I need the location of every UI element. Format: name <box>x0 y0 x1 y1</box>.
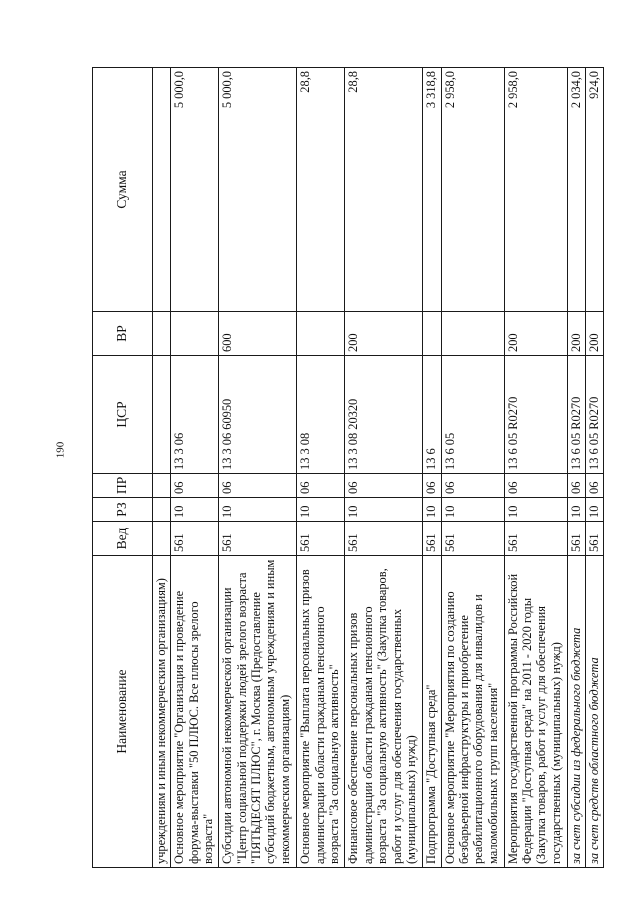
cell-pr <box>153 474 171 498</box>
cell-ved <box>153 522 171 556</box>
table-row <box>441 68 504 868</box>
header-pr: ПР <box>93 474 153 498</box>
cell-pr: 06 <box>423 474 441 498</box>
cell-sum: 3 318,8 <box>423 68 441 312</box>
cell-name: Подпрограмма "Доступная среда" <box>423 556 441 868</box>
cell-csr: 13 6 05 R0270 <box>585 356 603 474</box>
cell-sum: 2 958,0 <box>504 68 567 312</box>
cell-ved: 561 <box>345 522 423 556</box>
cell-sum: 28,8 <box>297 68 345 312</box>
cell-ved: 561 <box>441 522 504 556</box>
table-row <box>345 68 423 868</box>
cell-sum: 5 000,0 <box>219 68 297 312</box>
cell-name: Основное мероприятие "Выплата персональных призов администрации области гражданам пенсионного возраста "За социальную активность" <box>297 556 345 868</box>
cell-rz: 10 <box>441 498 504 522</box>
cell-csr: 13 6 05 <box>441 356 504 474</box>
cell-vr <box>423 312 441 356</box>
header-sum: Сумма <box>93 68 153 312</box>
cell-sum: 28,8 <box>345 68 423 312</box>
cell-vr <box>441 312 504 356</box>
cell-ved: 561 <box>567 522 585 556</box>
cell-vr: 600 <box>219 312 297 356</box>
page-number: 190 <box>54 441 67 459</box>
cell-rz: 10 <box>504 498 567 522</box>
cell-rz: 10 <box>423 498 441 522</box>
cell-name: Мероприятия государственной программы Российской Федерации "Доступная среда" на 2011 - 2020 годы (Закупка товаров, работ и услуг для обеспечения государственных (муниципальных) нужд) <box>504 556 567 868</box>
cell-name: учреждениям и иным некоммерческим организациям) <box>153 556 171 868</box>
table-row <box>171 68 219 868</box>
cell-rz: 10 <box>219 498 297 522</box>
table-row <box>423 68 441 868</box>
cell-ved: 561 <box>585 522 603 556</box>
table-row <box>504 68 567 868</box>
cell-pr: 06 <box>345 474 423 498</box>
cell-vr: 200 <box>567 312 585 356</box>
cell-rz: 10 <box>171 498 219 522</box>
table-row <box>219 68 297 868</box>
table-row <box>153 68 171 868</box>
cell-rz: 10 <box>585 498 603 522</box>
header-vr: ВР <box>93 312 153 356</box>
cell-csr: 13 6 <box>423 356 441 474</box>
cell-name: Субсидии автономной некоммерческой организации "Центр социальной поддержки людей зрелого возраста "ПЯТЬДЕСЯТ ПЛЮС", г. Москва (Предоставление субсидий бюджетным, автономным учреждениям и иным некоммерческим организациям) <box>219 556 297 868</box>
table-row <box>567 68 585 868</box>
cell-vr <box>153 312 171 356</box>
cell-pr: 06 <box>171 474 219 498</box>
cell-name: Основное мероприятие "Организация и проведение форума-выставки "50 ПЛЮС. Все плюсы зрелого возраста" <box>171 556 219 868</box>
cell-pr: 06 <box>504 474 567 498</box>
cell-csr: 13 3 08 <box>297 356 345 474</box>
table-body <box>153 68 604 868</box>
cell-pr: 06 <box>297 474 345 498</box>
cell-sum <box>153 68 171 312</box>
cell-rz: 10 <box>567 498 585 522</box>
cell-sum: 2 034,0 <box>567 68 585 312</box>
cell-pr: 06 <box>219 474 297 498</box>
cell-csr: 13 6 05 R0270 <box>567 356 585 474</box>
cell-ved: 561 <box>297 522 345 556</box>
cell-ved: 561 <box>171 522 219 556</box>
budget-table-container <box>92 68 604 868</box>
cell-csr: 13 6 05 R0270 <box>504 356 567 474</box>
cell-sum: 5 000,0 <box>171 68 219 312</box>
cell-sum: 2 958,0 <box>441 68 504 312</box>
cell-ved: 561 <box>423 522 441 556</box>
header-ved: Вед <box>93 522 153 556</box>
table-header-row <box>93 68 153 868</box>
header-name: Наименование <box>93 556 153 868</box>
cell-vr: 200 <box>345 312 423 356</box>
cell-ved: 561 <box>504 522 567 556</box>
cell-csr: 13 3 06 <box>171 356 219 474</box>
cell-csr <box>153 356 171 474</box>
cell-rz: 10 <box>345 498 423 522</box>
cell-sum: 924,0 <box>585 68 603 312</box>
cell-rz <box>153 498 171 522</box>
cell-name: за счет средств областного бюджета <box>585 556 603 868</box>
table-row <box>585 68 603 868</box>
header-csr: ЦСР <box>93 356 153 474</box>
cell-csr: 13 3 06 60950 <box>219 356 297 474</box>
cell-name: за счет субсидии из федерального бюджета <box>567 556 585 868</box>
cell-vr: 200 <box>504 312 567 356</box>
cell-rz: 10 <box>297 498 345 522</box>
cell-pr: 06 <box>567 474 585 498</box>
cell-pr: 06 <box>441 474 504 498</box>
cell-vr: 200 <box>585 312 603 356</box>
cell-name: Основное мероприятие "Мероприятия по созданию безбарьерной инфраструктуры и приобретение реабилитационного оборудования для инвалидов и маломобильных групп населения" <box>441 556 504 868</box>
budget-table <box>92 67 604 868</box>
cell-ved: 561 <box>219 522 297 556</box>
cell-vr <box>171 312 219 356</box>
header-rz: РЗ <box>93 498 153 522</box>
cell-vr <box>297 312 345 356</box>
cell-csr: 13 3 08 20320 <box>345 356 423 474</box>
cell-pr: 06 <box>585 474 603 498</box>
cell-name: Финансовое обеспечение персональных призов администрации области гражданам пенсионного возраста "За социальную активность" (Закупка товаров, работ и услуг для обеспечения государственных (муниципальных) нужд) <box>345 556 423 868</box>
table-row <box>297 68 345 868</box>
